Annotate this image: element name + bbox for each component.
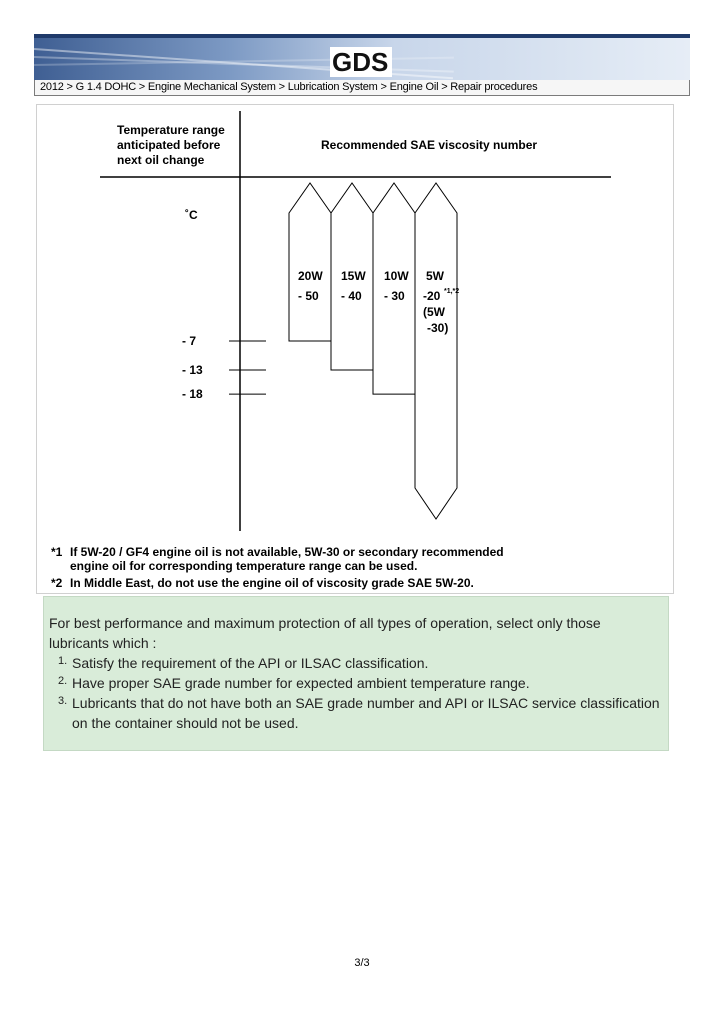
breadcrumb: 2012 > G 1.4 DOHC > Engine Mechanical System > Lubrication System > Engine Oil > Repair procedures (34, 80, 690, 96)
gds-logo (330, 47, 392, 77)
viscosity-chart-figure (36, 104, 674, 594)
page-number: 3/3 (354, 957, 370, 969)
page-header (34, 34, 690, 96)
list-number: 1. (58, 655, 68, 667)
list-item (49, 693, 668, 733)
header-banner (34, 34, 690, 80)
list-text: Satisfy the requirement of the API or ILSAC classification. (72, 655, 429, 671)
requirement-list (49, 653, 668, 733)
left-heading-line-3: next oil change (117, 153, 205, 167)
grade-label-5w-30: -30) (427, 321, 449, 335)
grade-range-arrow (415, 183, 460, 519)
note-intro: For best performance and maximum protection of all types of operation, select only those lubricants which : (49, 615, 601, 651)
grade-label-5w-20: -20 (423, 289, 441, 303)
temp-label: - 13 (182, 363, 203, 377)
footnote-1-line-1: If 5W-20 / GF4 engine oil is not available, 5W-30 or secondary recommended (70, 545, 504, 559)
footnote-1-line-2: engine oil for corresponding temperature range can be used. (70, 559, 418, 573)
grade-label-20w-50: - 50 (298, 289, 319, 303)
grade-range-arrow (289, 183, 331, 341)
grade-label-5w-20-sup: *1,*2 (444, 288, 460, 295)
viscosity-chart (37, 105, 675, 595)
grade-label-5w: 5W (426, 269, 444, 283)
temp-label: - 7 (182, 334, 197, 348)
list-text: Lubricants that do not have both an SAE grade number and API or ILSAC service classification on the container should not be used. (72, 695, 660, 731)
left-heading-line-2: anticipated before (117, 138, 221, 152)
right-heading: Recommended SAE viscosity number (321, 138, 538, 152)
list-text: Have proper SAE grade number for expected ambient temperature range. (72, 675, 530, 691)
grade-label-20w: 20W (298, 269, 323, 283)
grade-label-15w: 15W (341, 269, 366, 283)
grade-label-10w: 10W (384, 269, 409, 283)
lubricant-note (43, 596, 669, 751)
unit-label: ˚C (185, 208, 198, 222)
footnote-2-line-1: In Middle East, do not use the engine oil of viscosity grade SAE 5W-20. (70, 576, 474, 590)
left-heading-line-1: Temperature range (117, 123, 225, 137)
list-item (49, 653, 668, 673)
footnote-2-mark: *2 (51, 576, 63, 590)
list-number: 2. (58, 675, 68, 687)
footnote-1-mark: *1 (51, 545, 63, 559)
list-item (49, 673, 668, 693)
temp-label: - 18 (182, 387, 203, 402)
grade-label-15w-40: - 40 (341, 289, 362, 303)
logo-text: GDS (332, 47, 389, 77)
grade-label-10w-30: - 30 (384, 289, 405, 303)
list-number: 3. (58, 695, 68, 707)
grade-label-5w-paren: (5W (423, 305, 445, 319)
